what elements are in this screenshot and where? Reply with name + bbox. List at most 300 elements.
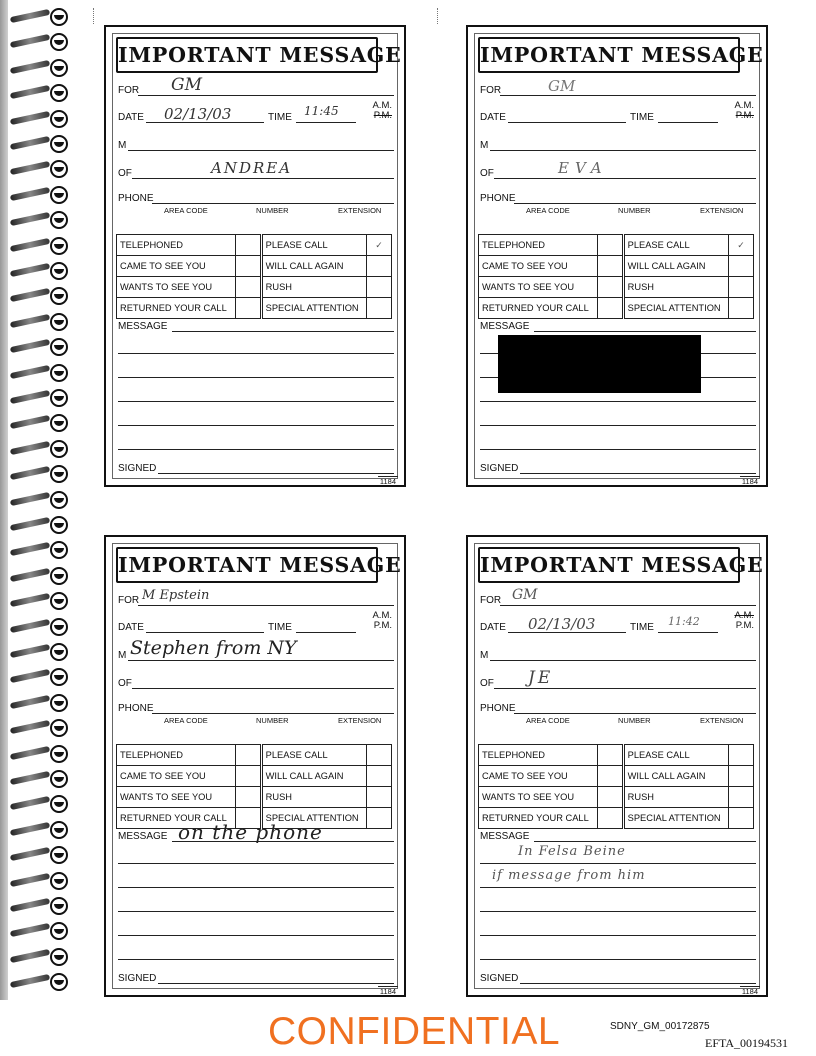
number-label: NUMBER <box>618 206 651 215</box>
rush-box <box>367 787 392 808</box>
ring-wire <box>10 949 50 963</box>
ring-hole <box>50 313 68 331</box>
ring-hole <box>50 618 68 636</box>
form-number: 1184 <box>379 477 396 486</box>
ring-hole <box>50 59 68 77</box>
checkbox-grid <box>116 234 392 319</box>
signed-label: SIGNED <box>480 463 519 474</box>
ring-hole <box>50 237 68 255</box>
area-code-label: AREA CODE <box>526 206 570 215</box>
ring-hole <box>50 262 68 280</box>
returned-call-label: RETURNED YOUR CALL <box>117 298 236 319</box>
ring-hole <box>50 567 68 585</box>
date-label: DATE <box>480 112 506 123</box>
special-attention-label: SPECIAL ATTENTION <box>261 298 366 319</box>
ring-hole <box>50 795 68 813</box>
spiral-ring <box>6 438 68 458</box>
will-call-again-box <box>729 256 754 277</box>
binding-tick <box>437 8 440 24</box>
efta-number: EFTA_00194531 <box>705 1036 789 1050</box>
spiral-ring <box>6 870 68 890</box>
came-to-see-box <box>597 766 623 787</box>
special-attention-label: SPECIAL ATTENTION <box>261 808 366 829</box>
ring-wire <box>10 466 50 480</box>
time-line <box>658 632 718 633</box>
ring-hole <box>50 541 68 559</box>
spiral-ring <box>6 336 68 356</box>
please-call-label: PLEASE CALL <box>623 235 728 256</box>
message-line <box>118 911 394 912</box>
rush-box <box>367 277 392 298</box>
please-call-label: PLEASE CALL <box>623 745 728 766</box>
returned-call-label: RETURNED YOUR CALL <box>117 808 236 829</box>
ring-hole <box>50 491 68 509</box>
will-call-again-box <box>367 256 392 277</box>
for-line <box>500 95 756 96</box>
ring-wire <box>10 263 50 277</box>
spiral-ring <box>6 565 68 585</box>
message-line <box>118 887 394 888</box>
spiral-ring <box>6 717 68 737</box>
spiral-ring <box>6 285 68 305</box>
ring-wire <box>10 365 50 379</box>
date-handwriting: 02/13/03 <box>528 615 596 633</box>
checkbox-grid <box>478 744 754 829</box>
signed-line <box>158 983 394 984</box>
ring-wire <box>10 390 50 404</box>
spiral-ring <box>6 260 68 280</box>
please-call-box: ✓ <box>367 235 392 256</box>
memo-card-4 <box>466 535 768 997</box>
wants-to-see-label: WANTS TO SEE YOU <box>479 787 598 808</box>
message-handwriting: In Felsa Beine <box>518 844 626 859</box>
telephoned-box <box>597 745 623 766</box>
spiral-ring <box>6 641 68 661</box>
ring-hole <box>50 186 68 204</box>
for-handwriting: GM <box>548 77 576 95</box>
phone-line <box>514 713 756 714</box>
message-line <box>480 449 756 450</box>
redaction-box <box>498 335 701 393</box>
ring-wire <box>10 517 50 531</box>
telephoned-label: TELEPHONED <box>479 745 598 766</box>
message-label: MESSAGE <box>480 831 530 842</box>
spiral-ring <box>6 311 68 331</box>
spiral-ring <box>6 590 68 610</box>
ring-wire <box>10 873 50 887</box>
ring-hole <box>50 414 68 432</box>
spiral-ring <box>6 57 68 77</box>
checkbox-grid <box>478 234 754 319</box>
ring-wire <box>10 85 50 99</box>
telephoned-box <box>235 745 261 766</box>
special-attention-box <box>367 298 392 319</box>
ring-wire <box>10 746 50 760</box>
came-to-see-box <box>235 256 261 277</box>
ring-wire <box>10 695 50 709</box>
message-line <box>534 841 756 842</box>
spiral-ring <box>6 793 68 813</box>
phone-line <box>152 203 394 204</box>
ring-wire <box>10 720 50 734</box>
ring-hole <box>50 694 68 712</box>
ring-hole <box>50 287 68 305</box>
ring-wire <box>10 898 50 912</box>
please-call-box <box>367 745 392 766</box>
ring-wire <box>10 34 50 48</box>
spiral-ring <box>6 895 68 915</box>
m-line <box>490 150 756 151</box>
ring-wire <box>10 974 50 988</box>
ring-hole <box>50 440 68 458</box>
binding-tick <box>93 8 96 24</box>
wants-to-see-box <box>597 787 623 808</box>
telephoned-label: TELEPHONED <box>479 235 598 256</box>
message-line <box>480 425 756 426</box>
form-number: 1184 <box>741 987 758 996</box>
ring-hole <box>50 211 68 229</box>
please-call-box: ✓ <box>729 235 754 256</box>
time-line <box>658 122 718 123</box>
will-call-again-label: WILL CALL AGAIN <box>623 766 728 787</box>
number-label: NUMBER <box>256 716 289 725</box>
message-line <box>480 887 756 888</box>
m-line <box>490 660 756 661</box>
came-to-see-label: CAME TO SEE YOU <box>479 256 598 277</box>
spiral-ring <box>6 108 68 128</box>
returned-call-label: RETURNED YOUR CALL <box>479 808 598 829</box>
ring-hole <box>50 516 68 534</box>
time-label: TIME <box>268 622 292 633</box>
message-line <box>480 911 756 912</box>
ring-hole <box>50 364 68 382</box>
extension-label: EXTENSION <box>700 206 744 215</box>
spiral-ring <box>6 514 68 534</box>
ring-wire <box>10 9 50 23</box>
spiral-ring <box>6 692 68 712</box>
ring-wire <box>10 187 50 201</box>
ring-hole <box>50 668 68 686</box>
phone-label: PHONE <box>118 193 154 204</box>
m-label: M <box>480 140 489 151</box>
ring-wire <box>10 288 50 302</box>
spiral-ring <box>6 362 68 382</box>
date-line <box>146 632 264 633</box>
phone-line <box>152 713 394 714</box>
spiral-ring <box>6 743 68 763</box>
bates-number: SDNY_GM_00172875 <box>610 1021 710 1032</box>
message-line <box>118 401 394 402</box>
for-handwriting: GM <box>171 75 202 95</box>
spiral-ring <box>6 971 68 991</box>
ring-wire <box>10 492 50 506</box>
ring-wire <box>10 619 50 633</box>
memo-card-1 <box>104 25 406 487</box>
spiral-ring <box>6 946 68 966</box>
returned-call-box <box>235 298 261 319</box>
message-line <box>118 935 394 936</box>
telephoned-box <box>597 235 623 256</box>
special-attention-box <box>367 808 392 829</box>
memo-card-3 <box>104 535 406 997</box>
will-call-again-box <box>367 766 392 787</box>
message-line <box>118 425 394 426</box>
area-code-label: AREA CODE <box>526 716 570 725</box>
telephoned-label: TELEPHONED <box>117 235 236 256</box>
will-call-again-box <box>729 766 754 787</box>
ring-hole <box>50 643 68 661</box>
of-line <box>494 178 756 179</box>
spiral-ring <box>6 539 68 559</box>
m-handwriting: Stephen from NY <box>130 637 297 659</box>
checkbox-grid <box>116 744 392 829</box>
for-label: FOR <box>480 85 502 96</box>
ring-hole <box>50 922 68 940</box>
ring-wire <box>10 111 50 125</box>
rush-label: RUSH <box>623 277 728 298</box>
message-line <box>118 353 394 354</box>
spiral-ring <box>6 844 68 864</box>
message-handwriting: on the phone <box>178 820 323 844</box>
message-line <box>534 331 756 332</box>
date-label: DATE <box>480 622 506 633</box>
came-to-see-label: CAME TO SEE YOU <box>117 256 236 277</box>
came-to-see-box <box>235 766 261 787</box>
ring-hole <box>50 897 68 915</box>
time-label: TIME <box>630 622 654 633</box>
for-handwriting: GM <box>512 587 538 603</box>
rush-box <box>729 277 754 298</box>
signed-line <box>158 473 394 474</box>
will-call-again-label: WILL CALL AGAIN <box>261 766 366 787</box>
date-line <box>508 122 626 123</box>
telephoned-box <box>235 235 261 256</box>
time-handwriting: 11:45 <box>304 104 339 118</box>
m-label: M <box>118 650 127 661</box>
message-line <box>480 401 756 402</box>
for-label: FOR <box>118 595 140 606</box>
am-label: A.M. <box>372 100 392 111</box>
spiral-ring <box>6 184 68 204</box>
am-label: A.M. <box>372 610 392 621</box>
m-line <box>128 150 394 151</box>
message-line <box>118 377 394 378</box>
of-handwriting: JE <box>528 668 554 688</box>
memo-title: IMPORTANT MESSAGE <box>478 547 740 583</box>
ring-wire <box>10 771 50 785</box>
special-attention-label: SPECIAL ATTENTION <box>623 298 728 319</box>
rush-label: RUSH <box>261 277 366 298</box>
will-call-again-label: WILL CALL AGAIN <box>261 256 366 277</box>
phone-label: PHONE <box>480 703 516 714</box>
of-handwriting: ANDREA <box>211 159 293 177</box>
ring-wire <box>10 822 50 836</box>
message-line <box>480 959 756 960</box>
area-code-label: AREA CODE <box>164 206 208 215</box>
message-line <box>480 863 756 864</box>
ring-hole <box>50 110 68 128</box>
date-handwriting: 02/13/03 <box>164 105 232 123</box>
ring-hole <box>50 745 68 763</box>
ring-wire <box>10 669 50 683</box>
spiral-ring <box>6 6 68 26</box>
message-line <box>172 331 394 332</box>
time-line <box>296 122 356 123</box>
time-label: TIME <box>268 112 292 123</box>
memo-title: IMPORTANT MESSAGE <box>478 37 740 73</box>
came-to-see-box <box>597 256 623 277</box>
message-line <box>480 935 756 936</box>
telephoned-label: TELEPHONED <box>117 745 236 766</box>
of-label: OF <box>118 678 132 689</box>
ring-wire <box>10 644 50 658</box>
for-label: FOR <box>480 595 502 606</box>
phone-line <box>514 203 756 204</box>
please-call-label: PLEASE CALL <box>261 235 366 256</box>
ring-hole <box>50 592 68 610</box>
ring-wire <box>10 593 50 607</box>
spiral-ring <box>6 82 68 102</box>
spiral-ring <box>6 489 68 509</box>
rush-label: RUSH <box>623 787 728 808</box>
wants-to-see-label: WANTS TO SEE YOU <box>479 277 598 298</box>
ring-wire <box>10 847 50 861</box>
returned-call-box <box>597 298 623 319</box>
of-label: OF <box>480 168 494 179</box>
time-label: TIME <box>630 112 654 123</box>
form-number: 1184 <box>741 477 758 486</box>
ring-hole <box>50 948 68 966</box>
ring-wire <box>10 542 50 556</box>
message-handwriting: if message from him <box>492 868 646 883</box>
of-handwriting: EVA <box>558 159 608 177</box>
spiral-ring <box>6 412 68 432</box>
spiral-ring <box>6 387 68 407</box>
please-call-label: PLEASE CALL <box>261 745 366 766</box>
ring-hole <box>50 338 68 356</box>
ring-hole <box>50 872 68 890</box>
ring-wire <box>10 796 50 810</box>
ring-wire <box>10 415 50 429</box>
of-line <box>132 688 394 689</box>
spiral-ring <box>6 235 68 255</box>
form-number: 1184 <box>379 987 396 996</box>
ring-wire <box>10 568 50 582</box>
ring-wire <box>10 212 50 226</box>
ring-hole <box>50 719 68 737</box>
ring-hole <box>50 465 68 483</box>
time-handwriting: 11:42 <box>668 615 700 628</box>
message-line <box>118 449 394 450</box>
returned-call-box <box>597 808 623 829</box>
message-label: MESSAGE <box>118 831 168 842</box>
ring-wire <box>10 923 50 937</box>
spiral-ring <box>6 463 68 483</box>
came-to-see-label: CAME TO SEE YOU <box>479 766 598 787</box>
wants-to-see-label: WANTS TO SEE YOU <box>117 787 236 808</box>
ring-wire <box>10 60 50 74</box>
for-line <box>138 605 394 606</box>
ring-hole <box>50 135 68 153</box>
ring-hole <box>50 821 68 839</box>
signed-line <box>520 983 756 984</box>
ring-hole <box>50 846 68 864</box>
memo-card-2 <box>466 25 768 487</box>
for-handwriting: M Epstein <box>142 588 210 603</box>
wants-to-see-label: WANTS TO SEE YOU <box>117 277 236 298</box>
message-label: MESSAGE <box>118 321 168 332</box>
ring-hole <box>50 160 68 178</box>
signed-label: SIGNED <box>118 463 157 474</box>
of-line <box>494 688 756 689</box>
m-label: M <box>480 650 489 661</box>
spiral-ring <box>6 616 68 636</box>
ring-wire <box>10 441 50 455</box>
for-line <box>500 605 756 606</box>
rush-label: RUSH <box>261 787 366 808</box>
message-label: MESSAGE <box>480 321 530 332</box>
memo-title: IMPORTANT MESSAGE <box>116 37 378 73</box>
spiral-ring <box>6 819 68 839</box>
extension-label: EXTENSION <box>338 206 382 215</box>
signed-label: SIGNED <box>118 973 157 984</box>
of-line <box>132 178 394 179</box>
date-label: DATE <box>118 622 144 633</box>
spiral-ring <box>6 920 68 940</box>
number-label: NUMBER <box>256 206 289 215</box>
signed-line <box>520 473 756 474</box>
spiral-ring <box>6 768 68 788</box>
pm-label: P.M. <box>373 620 392 631</box>
wants-to-see-box <box>235 787 261 808</box>
ring-wire <box>10 238 50 252</box>
ring-wire <box>10 314 50 328</box>
pm-label: P.M. <box>735 110 754 121</box>
extension-label: EXTENSION <box>338 716 382 725</box>
of-label: OF <box>118 168 132 179</box>
ring-hole <box>50 33 68 51</box>
special-attention-label: SPECIAL ATTENTION <box>623 808 728 829</box>
spiral-ring <box>6 209 68 229</box>
special-attention-box <box>729 808 754 829</box>
area-code-label: AREA CODE <box>164 716 208 725</box>
ring-wire <box>10 161 50 175</box>
phone-label: PHONE <box>118 703 154 714</box>
signed-label: SIGNED <box>480 973 519 984</box>
phone-label: PHONE <box>480 193 516 204</box>
m-line <box>128 660 394 661</box>
ring-hole <box>50 84 68 102</box>
date-label: DATE <box>118 112 144 123</box>
message-line <box>118 959 394 960</box>
will-call-again-label: WILL CALL AGAIN <box>623 256 728 277</box>
m-label: M <box>118 140 127 151</box>
please-call-box <box>729 745 754 766</box>
extension-label: EXTENSION <box>700 716 744 725</box>
spiral-ring <box>6 158 68 178</box>
ring-hole <box>50 8 68 26</box>
spiral-ring <box>6 666 68 686</box>
for-label: FOR <box>118 85 140 96</box>
came-to-see-label: CAME TO SEE YOU <box>117 766 236 787</box>
wants-to-see-box <box>235 277 261 298</box>
ring-wire <box>10 136 50 150</box>
spiral-binding <box>0 0 78 1005</box>
spiral-ring <box>6 133 68 153</box>
wants-to-see-box <box>597 277 623 298</box>
for-line <box>138 95 394 96</box>
pm-label: P.M. <box>373 110 392 121</box>
